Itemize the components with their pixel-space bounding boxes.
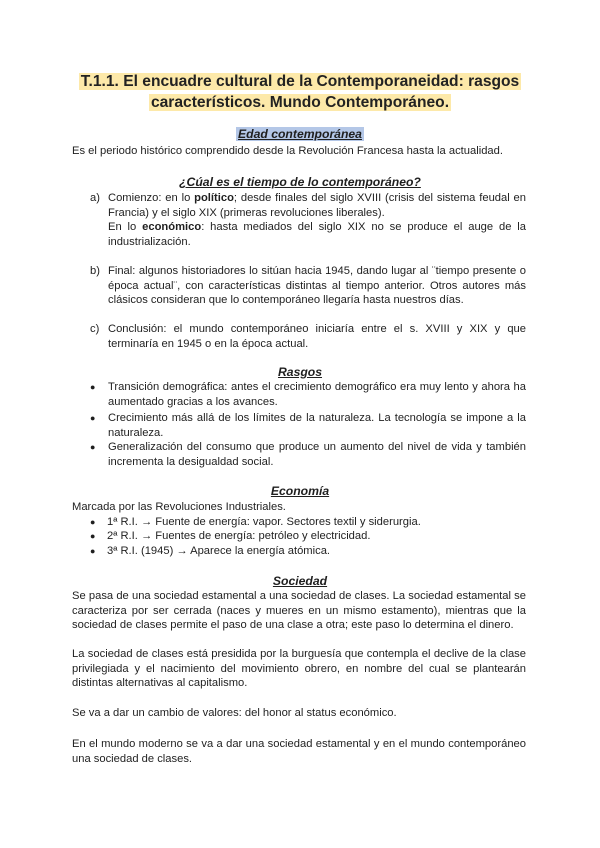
- list-item-c: [90, 322, 526, 351]
- list-item-c-text: Conclusión: el mundo contemporáneo iniciaría entre el s. XVIII y XIX y que terminaría en 1945 o en la época actual.: [108, 323, 526, 350]
- economia-item-2: ● 2ª R.I. → Fuentes de energía: petróleo y electricidad.: [90, 530, 371, 542]
- rasgos-item-1: ● Transición demográfica: antes el crecimiento demográfico era muy lento y ahora ha aumentado gracias a los avances.: [90, 381, 526, 408]
- list-marker: c): [90, 323, 100, 335]
- sociedad-paragraph-4: En el mundo moderno se va a dar una sociedad estamental y en el mundo contemporáneo una sociedad de clases.: [72, 738, 526, 765]
- edad-text: Es el periodo histórico comprendido desde la Revolución Francesa hasta la actualidad.: [72, 145, 503, 157]
- bullet: ●: [90, 442, 96, 452]
- bullet: ●: [90, 546, 96, 556]
- sociedad-paragraph-1: Se pasa de una sociedad estamental a una sociedad de clases. La sociedad estamental se caracteriza por ser cerrada (naces y mueres en un mismo estamento), mientras que la sociedad de clases permite el paso de una clase a otra; este paso lo determina el dinero.: [72, 590, 526, 632]
- bullet: ●: [90, 531, 96, 541]
- document-title: [0, 71, 600, 113]
- list-item-b: [90, 264, 526, 308]
- list-marker: b): [90, 265, 100, 277]
- economia-item-3: ● 3ª R.I. (1945) → Aparece la energía atómica.: [90, 545, 331, 557]
- economia-intro: Marcada por las Revoluciones Industriales.: [72, 501, 286, 513]
- list-item-a: [90, 191, 526, 249]
- heading-tiempo: ¿Cúal es el tiempo de lo contemporáneo?: [179, 175, 421, 189]
- heading-rasgos: Rasgos: [277, 365, 323, 379]
- rasgos-item-3: ● Generalización del consumo que produce un aumento del nivel de vida y también incrementa la desigualdad social.: [90, 441, 526, 468]
- list-item-a-economico: En lo económico: hasta mediados del siglo XIX no se produce el auge de la industrialización.: [108, 221, 526, 248]
- sociedad-paragraph-3: Se va a dar un cambio de valores: del honor al status económico.: [72, 707, 397, 719]
- sociedad-paragraph-2: La sociedad de clases está presidida por la burguesía que contempla el declive de la clase privilegiada y el nacimiento del movimiento obrero, en nombre del cual se plantearán distintas alternativas al capitalismo.: [72, 648, 526, 690]
- title-line-1: T.1.1. El encuadre cultural de la Contemporaneidad: rasgos: [80, 73, 520, 90]
- heading-economia: Economía: [270, 484, 330, 498]
- heading-sociedad: Sociedad: [272, 574, 328, 588]
- rasgos-item-2: ● Crecimiento más allá de los límites de la naturaleza. La tecnología se impone a la naturaleza.: [90, 412, 526, 439]
- bullet: ●: [90, 382, 96, 392]
- list-item-a-politico: Comienzo: en lo político; desde finales del siglo XVIII (crisis del sistema feudal en Francia) y el siglo XIX (primeras revoluciones liberales).: [108, 192, 526, 219]
- title-line-2: característicos. Mundo Contemporáneo.: [150, 94, 450, 111]
- heading-edad-contemporanea: Edad contemporánea: [238, 127, 362, 141]
- bullet: ●: [90, 413, 96, 423]
- bullet: ●: [90, 517, 96, 527]
- list-item-b-text: Final: algunos historiadores lo sitúan hacia 1945, dando lugar al ¨tiempo presente o época actual¨, con características distintas al tiempo anterior. Otros autores más clásicos consideran que lo contemporáneo llegaría hasta nuestros días.: [108, 265, 526, 307]
- list-marker: a): [90, 192, 100, 204]
- economia-item-1: ● 1ª R.I. → Fuente de energía: vapor. Sectores textil y siderurgia.: [90, 516, 421, 528]
